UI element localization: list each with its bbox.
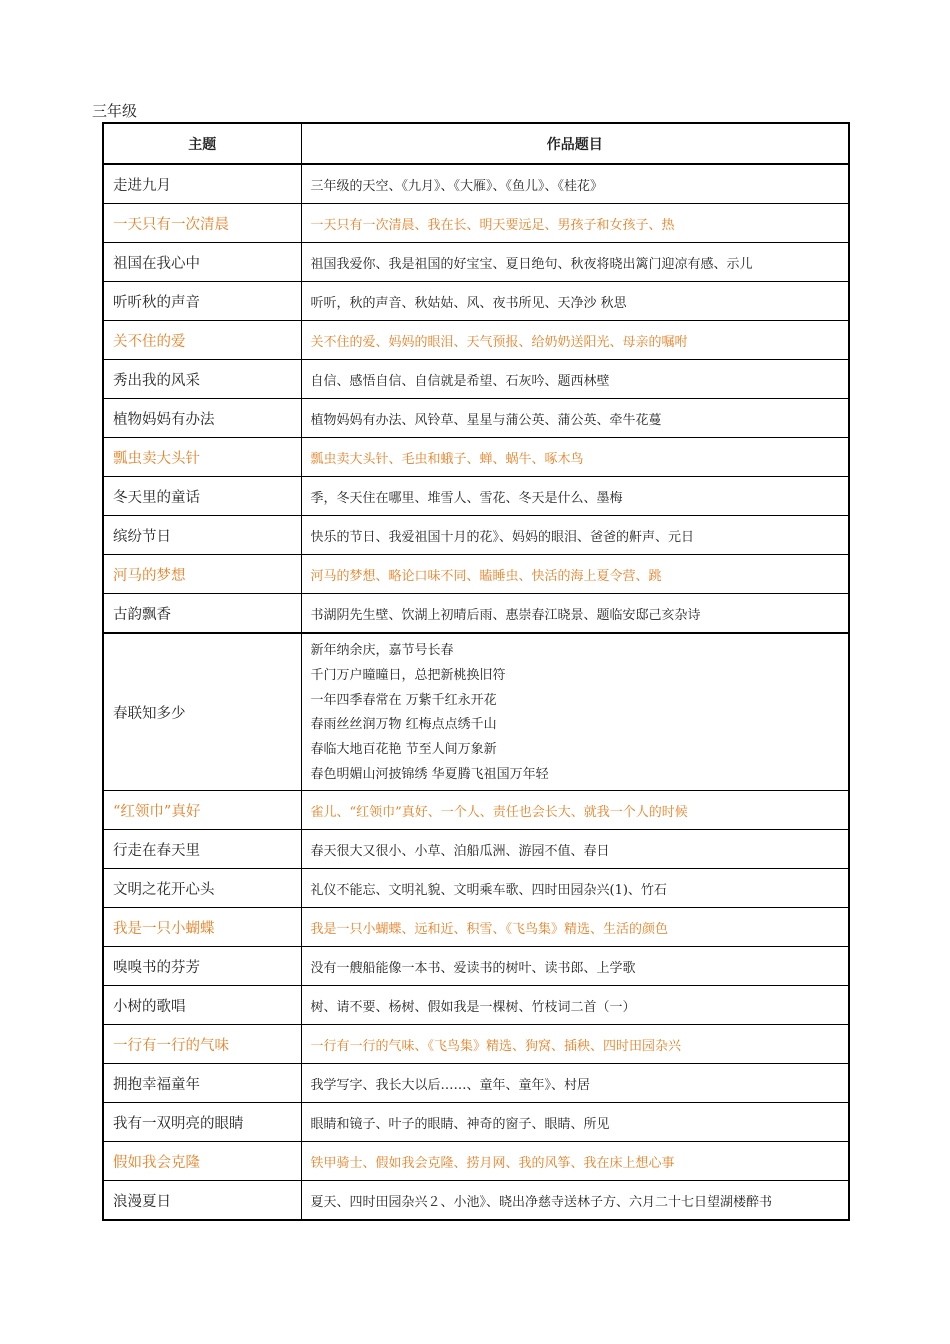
works-cell: 一天只有一次清晨、我在长、明天要远足、男孩子和女孩子、热 [301, 204, 849, 243]
theme-cell: 春联知多少 [103, 633, 301, 791]
works-cell: 关不住的爱、妈妈的眼泪、天气预报、给奶奶送阳光、母亲的嘱咐 [301, 321, 849, 360]
theme-cell: 我是一只小蝴蝶 [103, 908, 301, 947]
theme-cell: 走进九月 [103, 164, 301, 204]
theme-cell: 浪漫夏日 [103, 1181, 301, 1221]
theme-cell: 冬天里的童话 [103, 477, 301, 516]
couplet-line: 一年四季春常在 万紫千红永开花 [310, 692, 497, 708]
works-cell: 祖国我爱你、我是祖国的好宝宝、夏日绝句、秋夜将晓出篱门迎凉有感、示儿 [301, 243, 849, 282]
table-row [103, 477, 849, 516]
couplet-line: 新年纳余庆，嘉节号长春 [310, 643, 454, 658]
works-cell: 眼睛和镜子、叶子的眼睛、神奇的窗子、眼睛、所见 [301, 1103, 849, 1142]
theme-cell: 关不住的爱 [103, 321, 301, 360]
couplet-line: 千门万户曈曈日，总把新桃换旧符 [310, 667, 506, 683]
couplet-lines-cell [301, 633, 849, 791]
theme-cell: 植物妈妈有办法 [103, 399, 301, 438]
works-cell: 书湖阴先生壁、饮湖上初晴后雨、惠崇春江晓景、题临安邸己亥杂诗 [301, 594, 849, 634]
works-cell: 雀儿、“红领巾”真好、一个人、责任也会长大、就我一个人的时候 [301, 791, 849, 830]
works-cell: 没有一艘船能像一本书、爱读书的树叶、读书郎、上学歌 [301, 947, 849, 986]
works-cell: 我是一只小蝴蝶、远和近、积雪、《飞鸟集》精选、生活的颜色 [301, 908, 849, 947]
table-row [103, 360, 849, 399]
table-row [103, 321, 849, 360]
works-cell: 树、请不要、杨树、假如我是一棵树、竹枝词二首（一） [301, 986, 849, 1025]
theme-cell: 嗅嗅书的芬芳 [103, 947, 301, 986]
works-cell: 春天很大又很小、小草、泊船瓜洲、游园不值、春日 [301, 830, 849, 869]
table-row [103, 516, 849, 555]
works-cell: 听听，秋的声音、秋姑姑、风、夜书所见、天净沙 秋思 [301, 282, 849, 321]
table-row [103, 791, 849, 830]
table-row [103, 1025, 849, 1064]
works-cell: 植物妈妈有办法、风铃草、星星与蒲公英、蒲公英、牵牛花蔓 [301, 399, 849, 438]
header-theme: 主题 [103, 123, 301, 164]
table-row [103, 1181, 849, 1221]
theme-cell: 缤纷节日 [103, 516, 301, 555]
works-cell: 一行有一行的气味、《飞鸟集》精选、狗窝、插秧、四时田园杂兴 [301, 1025, 849, 1064]
theme-cell: 古韵飘香 [103, 594, 301, 634]
theme-cell: 祖国在我心中 [103, 243, 301, 282]
theme-cell: 一天只有一次清晨 [103, 204, 301, 243]
table-row [103, 830, 849, 869]
theme-cell: 小树的歌唱 [103, 986, 301, 1025]
table-header-row [103, 123, 849, 164]
theme-cell: 听听秋的声音 [103, 282, 301, 321]
table-row [103, 399, 849, 438]
theme-cell: 行走在春天里 [103, 830, 301, 869]
works-cell: 快乐的节日、我爱祖国十月的花》、妈妈的眼泪、爸爸的鼾声、元日 [301, 516, 849, 555]
couplet-line: 春雨丝丝润万物 红梅点点绣千山 [310, 717, 497, 733]
table-row [103, 438, 849, 477]
couplet-line: 春临大地百花艳 节至人间万象新 [310, 742, 497, 758]
table-row [103, 282, 849, 321]
couplet-line: 春色明媚山河披锦绣 华夏腾飞祖国万年轻 [310, 766, 549, 782]
theme-cell: “红领巾”真好 [103, 791, 301, 830]
works-cell: 河马的梦想、略论口味不同、瞌睡虫、快活的海上夏令营、跳 [301, 555, 849, 594]
theme-cell: 假如我会克隆 [103, 1142, 301, 1181]
works-cell: 瓢虫卖大头针、毛虫和蛾子、蝉、蜗牛、啄木鸟 [301, 438, 849, 477]
theme-cell: 拥抱幸福童年 [103, 1064, 301, 1103]
table-row [103, 908, 849, 947]
table-row [103, 947, 849, 986]
works-cell: 三年级的天空、《九月》、《大雁》、《鱼儿》、《桂花》 [301, 164, 849, 204]
table-row [103, 594, 849, 634]
table-row [103, 555, 849, 594]
works-cell: 自信、感悟自信、自信就是希望、石灰吟、题西林壁 [301, 360, 849, 399]
table-row [103, 986, 849, 1025]
table-row [103, 204, 849, 243]
theme-cell: 瓢虫卖大头针 [103, 438, 301, 477]
works-cell: 夏天、四时田园杂兴２、小池》、晓出净慈寺送林子方、六月二十七日望湖楼醉书 [301, 1181, 849, 1221]
works-cell: 铁甲骑士、假如我会克隆、捞月网、我的风筝、我在床上想心事 [301, 1142, 849, 1181]
theme-cell: 我有一双明亮的眼睛 [103, 1103, 301, 1142]
theme-table [102, 122, 850, 1221]
table-row [103, 1142, 849, 1181]
table-row [103, 243, 849, 282]
table-row [103, 1064, 849, 1103]
theme-cell: 河马的梦想 [103, 555, 301, 594]
works-cell: 季，冬天住在哪里、堆雪人、雪花、冬天是什么、墨梅 [301, 477, 849, 516]
table-row [103, 1103, 849, 1142]
theme-cell: 秀出我的风采 [103, 360, 301, 399]
works-cell: 我学写字、我长大以后……、童年、童年》、村居 [301, 1064, 849, 1103]
couplet-row [103, 633, 849, 791]
table-row [103, 164, 849, 204]
grade-label: 三年级 [92, 102, 138, 120]
table-row [103, 869, 849, 908]
theme-cell: 文明之花开心头 [103, 869, 301, 908]
theme-cell: 一行有一行的气味 [103, 1025, 301, 1064]
works-cell: 礼仪不能忘、文明礼貌、文明乘车歌、四时田园杂兴(1)、竹石 [301, 869, 849, 908]
header-works: 作品题目 [301, 123, 849, 164]
